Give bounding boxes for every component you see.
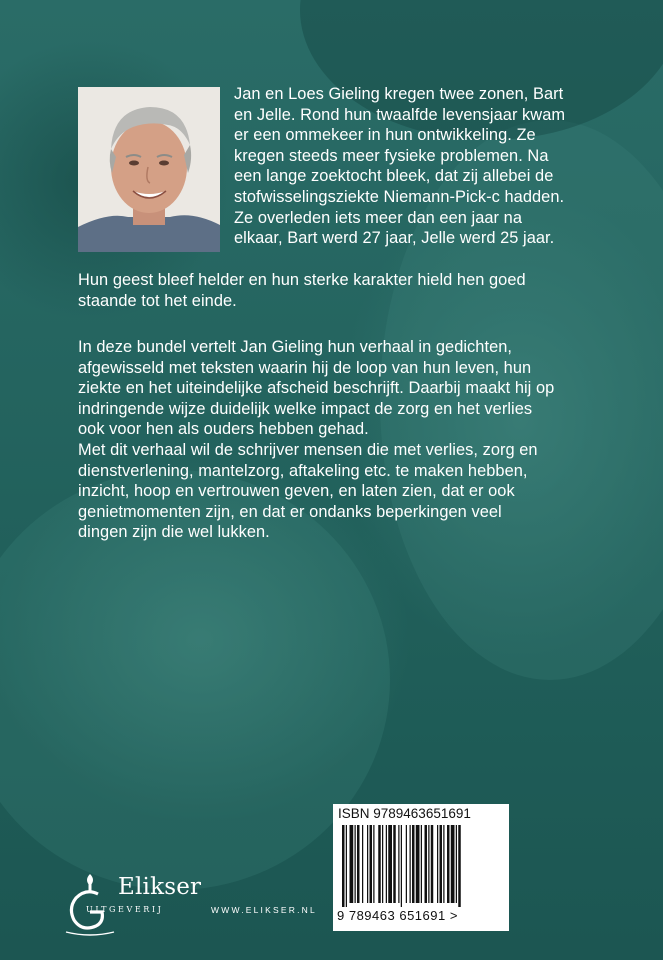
intro-text-beside-photo [234,84,565,249]
publisher-subtitle: UITGEVERIJ [86,905,164,914]
text-line: een lange zoektocht bleek, dat zij allebei de [234,167,554,186]
text-line: kregen steeds meer fysieke problemen. Na [234,146,549,165]
text-line: elkaar, Bart werd 27 jaar, Jelle werd 25 jaar. [234,229,555,248]
text-line: dingen zijn die wel lukken. [78,523,270,542]
author-portrait-icon [78,87,220,252]
description-text [78,337,554,543]
barcode-bars-icon [338,825,504,907]
text-line: ook voor hen als ouders hebben gehad. [78,420,369,439]
text-line: afgewisseld met teksten waarin hij de loop van hun leven, hun [78,358,532,377]
text-line: dienstverlening, mantelzorg, aftakeling etc. te maken hebben, [78,461,528,480]
text-line: ziekte en het uiteindelijke afscheid beschrijft. Daarbij maakt hij op [78,379,555,398]
publisher-name: Elikser [118,874,202,900]
author-photo [78,87,220,252]
text-line: en Jelle. Rond hun twaalfde levensjaar kwam [234,105,566,124]
text-line: indringende wijze duidelijk welke impact de zorg en het verlies [78,399,533,418]
intro-text-continued [78,270,526,311]
text-line: Met dit verhaal wil de schrijver mensen die met verlies, zorg en [78,440,538,459]
text-line: inzicht, hoop en vertrouwen geven, en laten zien, dat er ook [78,482,515,501]
isbn-label: ISBN 9789463651691 [338,806,471,821]
text-line: stofwisselingsziekte Niemann-Pick-c hadden. [234,187,565,206]
text-line: Hun geest bleef helder en hun sterke karakter hield hen goed [78,271,526,289]
publisher-website: WWW.ELIKSER.NL [211,905,317,915]
barcode-digits: 9 789463 651691 > [337,908,458,923]
text-line: Jan en Loes Gieling kregen twee zonen, Bart [234,85,564,103]
isbn-barcode [333,804,509,931]
text-line: In deze bundel vertelt Jan Gieling hun verhaal in gedichten, [78,338,512,356]
text-line: Ze overleden iets meer dan een jaar na [234,208,522,227]
publisher-logo [60,868,200,936]
text-line: staande tot het einde. [78,291,237,310]
text-line: genietmomenten zijn, en dat er ondanks beperkingen veel [78,502,502,521]
text-line: er een ommekeer in hun ontwikkeling. Ze [234,126,536,145]
publisher-emblem-icon [60,868,120,936]
